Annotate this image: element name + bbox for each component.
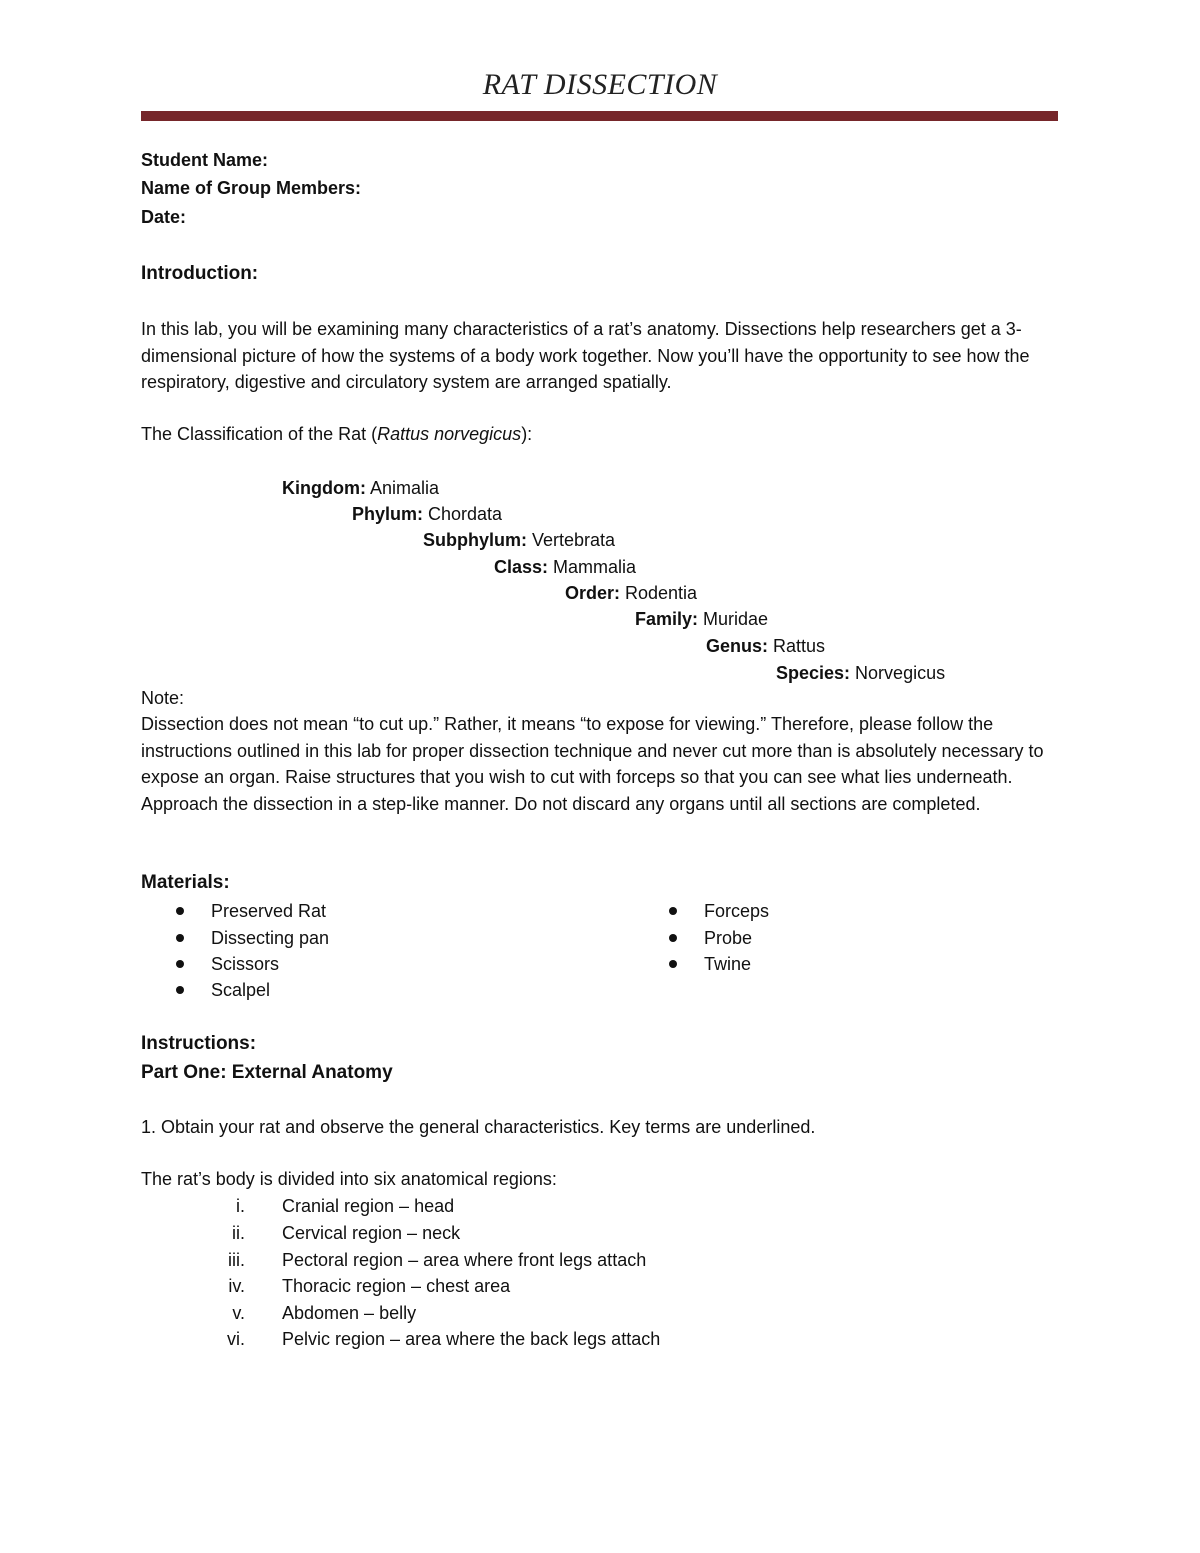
classification-suffix: ): — [521, 424, 533, 444]
taxonomy-rank: Species: — [776, 663, 851, 683]
materials-item: Twine — [704, 951, 751, 977]
materials-item: Scalpel — [211, 977, 270, 1003]
taxonomy-subphylum — [423, 527, 615, 553]
taxonomy-value: Vertebrata — [527, 530, 616, 550]
bullet-icon — [669, 934, 677, 942]
taxonomy-rank: Genus: — [706, 636, 769, 656]
note-paragraph: Dissection does not mean “to cut up.” Rather, it means “to expose for viewing.” Therefore, please follow the instructions outlined in this lab for proper dissection technique and never cut more than is absolutely necessary to expose an organ. Raise structures that you wish to cut with forceps so that you can see what lies underneath. Approach the dissection in a step-like manner. Do not discard any organs until all sections are completed. — [141, 714, 1044, 814]
taxonomy-family — [635, 606, 768, 632]
bullet-icon — [669, 907, 677, 915]
taxonomy-species — [776, 660, 945, 686]
student-name-label: Student Name: — [141, 150, 269, 170]
part-one-heading: Part One: External Anatomy — [141, 1062, 393, 1083]
bullet-icon — [176, 907, 184, 915]
introduction-heading: Introduction: — [141, 263, 259, 284]
taxonomy-genus — [706, 633, 825, 659]
materials-item: Forceps — [704, 898, 769, 924]
step-1: 1. Obtain your rat and observe the general characteristics. Key terms are underlined. — [141, 1117, 816, 1137]
title-divider — [141, 111, 1058, 121]
bullet-icon — [669, 960, 677, 968]
note-heading: Note: — [141, 688, 185, 708]
page-title: RAT DISSECTION — [482, 68, 718, 101]
date-label: Date: — [141, 207, 187, 227]
taxonomy-class — [494, 554, 636, 580]
classification-species: Rattus norvegicus — [377, 424, 522, 444]
materials-item: Probe — [704, 925, 752, 951]
taxonomy-value: Rattus — [768, 636, 826, 656]
taxonomy-rank: Subphylum: — [423, 530, 527, 550]
taxonomy-value: Animalia — [365, 478, 440, 498]
bullet-icon — [176, 934, 184, 942]
taxonomy-order — [565, 580, 697, 606]
materials-item: Scissors — [211, 951, 279, 977]
taxonomy-value: Chordata — [423, 504, 503, 524]
taxonomy-value: Muridae — [698, 609, 769, 629]
bullet-icon — [176, 986, 184, 994]
taxonomy-rank: Class: — [494, 557, 549, 577]
taxonomy-rank: Phylum: — [352, 504, 424, 524]
instructions-heading: Instructions: — [141, 1033, 257, 1054]
taxonomy-phylum — [352, 501, 502, 527]
materials-item: Dissecting pan — [211, 925, 329, 951]
bullet-icon — [176, 960, 184, 968]
taxonomy-value: Mammalia — [548, 557, 637, 577]
classification-prefix: The Classification of the Rat ( — [141, 424, 378, 444]
taxonomy-kingdom — [282, 475, 439, 501]
regions-intro: The rat’s body is divided into six anatomical regions: — [141, 1169, 557, 1189]
introduction-paragraph: In this lab, you will be examining many characteristics of a rat’s anatomy. Dissections help researchers get a 3-dimensional picture of how the systems of a body work together. Now you’ll have the opportunity to see how the respiratory, digestive and circulatory system are arranged spatially. — [141, 319, 1030, 392]
materials-item: Preserved Rat — [211, 898, 326, 924]
taxonomy-value: Norvegicus — [850, 663, 946, 683]
materials-heading: Materials: — [141, 872, 230, 893]
document-page: RAT DISSECTION Student Name: Name of Group Members: Date: Introduction: In this lab, you will be examining many characteristics of a rat’s anatomy. Dissections help researchers get a 3-dimensional picture of how the systems of a body work together. Now you’ll have the opportunity to see how the respiratory, digestive and circulatory system are arranged spatially. The Classification of the Rat (Rattus norvegicus): Kingdom: Animalia Phylum: Chordata Subphylum: Vertebrata Class: Mammalia Order: Rodentia Family: Muridae Genus: Rattus Species: Norvegicus Note: Dissection does not mean “to cut up.” Rather, it means “to expose for viewing.” Therefore, please follow the instructions outlined in this lab for proper dissection technique and never cut more than is absolutely necessary to expose an organ. Raise structures that you wish to cut with forceps so that you can see what lies underneath. Approach the dissection in a step-like manner. Do not discard any organs until all sections are completed. Materials: Preserved Rat Dissecting pan Scissors Scalpel Forceps Probe Twine Instructions: Part One: External Anatomy 1. Obtain your rat and observe the general characteristics. Key terms are underlined. The rat’s body is divided into six anatomical regions: i. Cranial region – head ii. Cervical region – neck iii. Pectoral region – area where front legs attach iv. Thoracic region – chest area v. Abdomen – belly vi. Pelvic region – area where the back legs attach — [0, 0, 1200, 1553]
taxonomy-rank: Family: — [635, 609, 699, 629]
taxonomy-rank: Order: — [565, 583, 621, 603]
group-members-label: Name of Group Members: — [141, 178, 362, 198]
taxonomy-value: Rodentia — [620, 583, 698, 603]
taxonomy-rank: Kingdom: — [282, 478, 366, 498]
classification-line — [141, 421, 532, 447]
